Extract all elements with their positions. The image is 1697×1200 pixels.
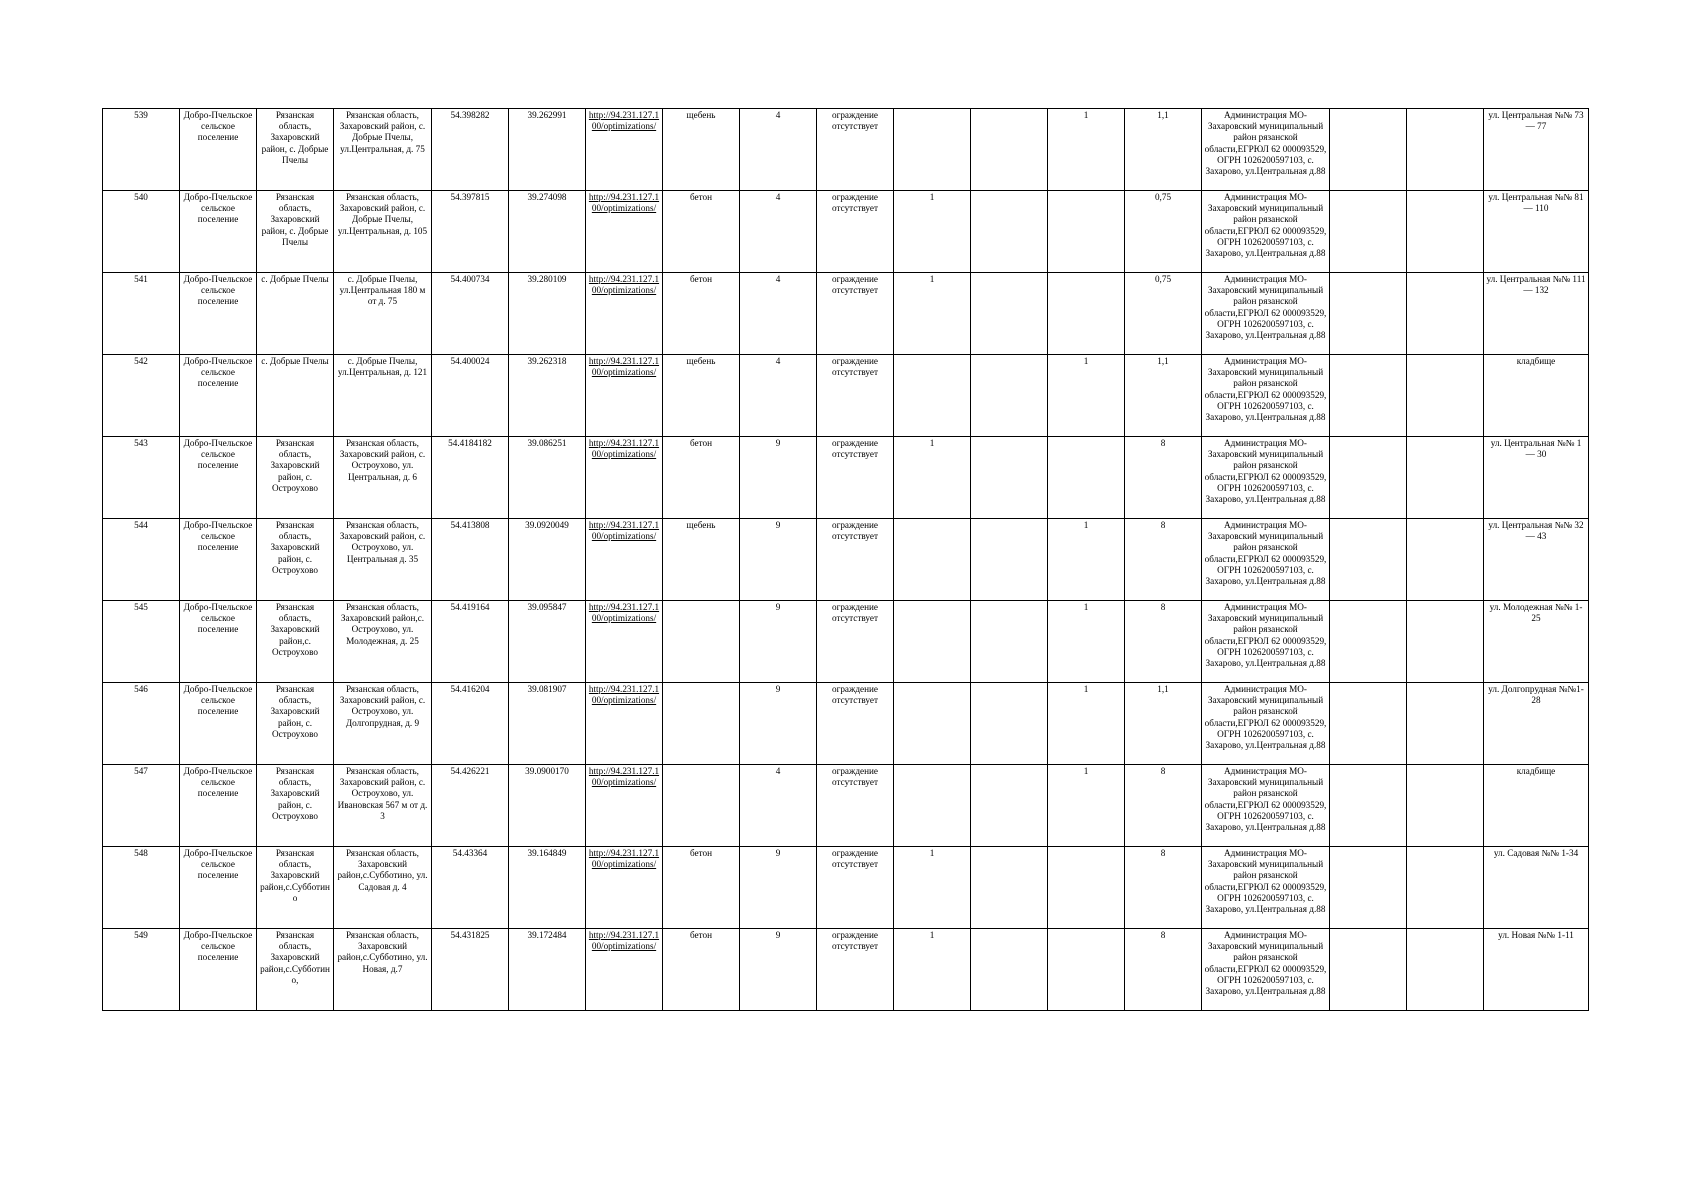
extra-col-1-cell xyxy=(1330,847,1407,929)
owner-cell: Администрация МО- Захаровский муниципальный район рязанской области,ЕГРЮЛ 62 000093529, ОГРН 1026200597103, с. Захарово, ул.Центральная д.88 xyxy=(1202,191,1330,273)
table-body xyxy=(103,109,1589,1011)
extra-col-2-cell xyxy=(1407,765,1484,847)
settlement-cell: Добро-Пчельское сельское поселение xyxy=(180,437,257,519)
waste-sources-cell: ул. Новая №№ 1-11 xyxy=(1484,929,1589,1011)
extra-col-1-cell xyxy=(1330,519,1407,601)
optimizations-link[interactable]: http://94.231.127.100/optimizations/ xyxy=(588,356,660,378)
latitude-cell: 54.413808 xyxy=(432,519,509,601)
latitude-cell: 54.416204 xyxy=(432,683,509,765)
surface-cell xyxy=(663,601,740,683)
link-cell xyxy=(586,109,663,191)
extra-col-1-cell xyxy=(1330,765,1407,847)
row-number-cell: 544 xyxy=(103,519,180,601)
address-cell: Рязанская область, Захаровский район, с. Остроухово, ул. Центральная, д. 6 xyxy=(334,437,432,519)
table-row xyxy=(103,601,1589,683)
longitude-cell: 39.262318 xyxy=(509,355,586,437)
count-col-1-cell: 1 xyxy=(894,191,971,273)
count-col-3-cell: 1 xyxy=(1048,519,1125,601)
row-number-cell: 541 xyxy=(103,273,180,355)
locality-cell: с. Добрые Пчелы xyxy=(257,355,334,437)
settlement-cell: Добро-Пчельское сельское поселение xyxy=(180,929,257,1011)
waste-sources-cell: кладбище xyxy=(1484,355,1589,437)
area-cell: 4 xyxy=(740,191,817,273)
address-cell: с. Добрые Пчелы, ул.Центральная 180 м от д. 75 xyxy=(334,273,432,355)
extra-col-2-cell xyxy=(1407,847,1484,929)
extra-col-1-cell xyxy=(1330,601,1407,683)
surface-cell: бетон xyxy=(663,929,740,1011)
volume-cell: 1,1 xyxy=(1125,683,1202,765)
area-cell: 9 xyxy=(740,601,817,683)
row-number-cell: 547 xyxy=(103,765,180,847)
address-cell: Рязанская область, Захаровский район, с. Остроухово, ул. Центральная д. 35 xyxy=(334,519,432,601)
longitude-cell: 39.164849 xyxy=(509,847,586,929)
address-cell: Рязанская область, Захаровский район,с.Субботино, ул. Новая, д.7 xyxy=(334,929,432,1011)
locality-cell: Рязанская область, Захаровский район, с. Остроухово xyxy=(257,437,334,519)
optimizations-link[interactable]: http://94.231.127.100/optimizations/ xyxy=(588,766,660,788)
extra-col-2-cell xyxy=(1407,355,1484,437)
extra-col-1-cell xyxy=(1330,191,1407,273)
fence-cell: ограждение отсутствует xyxy=(817,929,894,1011)
row-number-cell: 539 xyxy=(103,109,180,191)
count-col-2-cell xyxy=(971,683,1048,765)
extra-col-1-cell xyxy=(1330,929,1407,1011)
extra-col-2-cell xyxy=(1407,191,1484,273)
link-cell xyxy=(586,191,663,273)
count-col-2-cell xyxy=(971,847,1048,929)
fence-cell: ограждение отсутствует xyxy=(817,355,894,437)
link-cell xyxy=(586,683,663,765)
row-number-cell: 540 xyxy=(103,191,180,273)
optimizations-link[interactable]: http://94.231.127.100/optimizations/ xyxy=(588,848,660,870)
row-number-cell: 543 xyxy=(103,437,180,519)
link-cell xyxy=(586,601,663,683)
owner-cell: Администрация МО- Захаровский муниципальный район рязанской области,ЕГРЮЛ 62 000093529, ОГРН 1026200597103, с. Захарово, ул.Центральная д.88 xyxy=(1202,437,1330,519)
longitude-cell: 39.086251 xyxy=(509,437,586,519)
extra-col-2-cell xyxy=(1407,273,1484,355)
area-cell: 9 xyxy=(740,683,817,765)
extra-col-2-cell xyxy=(1407,519,1484,601)
area-cell: 9 xyxy=(740,437,817,519)
optimizations-link[interactable]: http://94.231.127.100/optimizations/ xyxy=(588,684,660,706)
settlement-cell: Добро-Пчельское сельское поселение xyxy=(180,519,257,601)
link-cell xyxy=(586,355,663,437)
volume-cell: 8 xyxy=(1125,929,1202,1011)
settlement-cell: Добро-Пчельское сельское поселение xyxy=(180,847,257,929)
count-col-3-cell: 1 xyxy=(1048,109,1125,191)
count-col-1-cell: 1 xyxy=(894,929,971,1011)
owner-cell: Администрация МО- Захаровский муниципальный район рязанской области,ЕГРЮЛ 62 000093529, ОГРН 1026200597103, с. Захарово, ул.Центральная д.88 xyxy=(1202,273,1330,355)
waste-sources-cell: ул. Центральная №№ 1 — 30 xyxy=(1484,437,1589,519)
optimizations-link[interactable]: http://94.231.127.100/optimizations/ xyxy=(588,192,660,214)
extra-col-2-cell xyxy=(1407,109,1484,191)
row-number-cell: 549 xyxy=(103,929,180,1011)
locality-cell: Рязанская область, Захаровский район, с. Добрые Пчелы xyxy=(257,109,334,191)
fence-cell: ограждение отсутствует xyxy=(817,683,894,765)
count-col-3-cell xyxy=(1048,191,1125,273)
count-col-1-cell: 1 xyxy=(894,437,971,519)
settlement-cell: Добро-Пчельское сельское поселение xyxy=(180,191,257,273)
waste-sources-cell: ул. Центральная №№ 111 — 132 xyxy=(1484,273,1589,355)
surface-cell: щебень xyxy=(663,109,740,191)
count-col-3-cell xyxy=(1048,437,1125,519)
optimizations-link[interactable]: http://94.231.127.100/optimizations/ xyxy=(588,602,660,624)
area-cell: 9 xyxy=(740,847,817,929)
table-row xyxy=(103,519,1589,601)
locality-cell: Рязанская область, Захаровский район,с. Остроухово xyxy=(257,601,334,683)
extra-col-2-cell xyxy=(1407,437,1484,519)
locality-cell: Рязанская область, Захаровский район,с.Субботино xyxy=(257,847,334,929)
longitude-cell: 39.172484 xyxy=(509,929,586,1011)
count-col-2-cell xyxy=(971,519,1048,601)
volume-cell: 8 xyxy=(1125,519,1202,601)
table-row xyxy=(103,109,1589,191)
count-col-1-cell xyxy=(894,519,971,601)
settlement-cell: Добро-Пчельское сельское поселение xyxy=(180,109,257,191)
owner-cell: Администрация МО- Захаровский муниципальный район рязанской области,ЕГРЮЛ 62 000093529, ОГРН 1026200597103, с. Захарово, ул.Центральная д.88 xyxy=(1202,355,1330,437)
longitude-cell: 39.274098 xyxy=(509,191,586,273)
address-cell: Рязанская область, Захаровский район, с. Остроухово, ул. Долгопрудная, д. 9 xyxy=(334,683,432,765)
link-cell xyxy=(586,273,663,355)
latitude-cell: 54.397815 xyxy=(432,191,509,273)
longitude-cell: 39.081907 xyxy=(509,683,586,765)
fence-cell: ограждение отсутствует xyxy=(817,273,894,355)
waste-sources-cell: ул. Молодежная №№ 1-25 xyxy=(1484,601,1589,683)
count-col-2-cell xyxy=(971,765,1048,847)
address-cell: Рязанская область, Захаровский район, с. Остроухово, ул. Ивановская 567 м от д. 3 xyxy=(334,765,432,847)
locality-cell: Рязанская область, Захаровский район,с.Субботино, xyxy=(257,929,334,1011)
owner-cell: Администрация МО- Захаровский муниципальный район рязанской области,ЕГРЮЛ 62 000093529, ОГРН 1026200597103, с. Захарово, ул.Центральная д.88 xyxy=(1202,601,1330,683)
optimizations-link[interactable]: http://94.231.127.100/optimizations/ xyxy=(588,274,660,296)
fence-cell: ограждение отсутствует xyxy=(817,437,894,519)
fence-cell: ограждение отсутствует xyxy=(817,109,894,191)
row-number-cell: 548 xyxy=(103,847,180,929)
area-cell: 4 xyxy=(740,109,817,191)
locality-cell: Рязанская область, Захаровский район, с. Остроухово xyxy=(257,765,334,847)
address-cell: Рязанская область, Захаровский район, с. Добрые Пчелы, ул.Центральная, д. 105 xyxy=(334,191,432,273)
count-col-2-cell xyxy=(971,929,1048,1011)
extra-col-1-cell xyxy=(1330,683,1407,765)
latitude-cell: 54.43364 xyxy=(432,847,509,929)
waste-sources-cell: ул. Садовая №№ 1-34 xyxy=(1484,847,1589,929)
address-cell: Рязанская область, Захаровский район, с. Добрые Пчелы, ул.Центральная, д. 75 xyxy=(334,109,432,191)
area-cell: 4 xyxy=(740,355,817,437)
volume-cell: 0,75 xyxy=(1125,191,1202,273)
surface-cell xyxy=(663,765,740,847)
optimizations-link[interactable]: http://94.231.127.100/optimizations/ xyxy=(588,110,660,132)
locality-cell: с. Добрые Пчелы xyxy=(257,273,334,355)
fence-cell: ограждение отсутствует xyxy=(817,601,894,683)
owner-cell: Администрация МО- Захаровский муниципальный район рязанской области,ЕГРЮЛ 62 000093529, ОГРН 1026200597103, с. Захарово, ул.Центральная д.88 xyxy=(1202,847,1330,929)
link-cell xyxy=(586,847,663,929)
address-cell: Рязанская область, Захаровский район,с. Остроухово, ул. Молодежная, д. 25 xyxy=(334,601,432,683)
count-col-1-cell xyxy=(894,765,971,847)
longitude-cell: 39.0920049 xyxy=(509,519,586,601)
longitude-cell: 39.095847 xyxy=(509,601,586,683)
count-col-2-cell xyxy=(971,437,1048,519)
locality-cell: Рязанская область, Захаровский район, с. Остроухово xyxy=(257,519,334,601)
table-row xyxy=(103,437,1589,519)
count-col-3-cell xyxy=(1048,929,1125,1011)
area-cell: 9 xyxy=(740,929,817,1011)
latitude-cell: 54.398282 xyxy=(432,109,509,191)
area-cell: 4 xyxy=(740,765,817,847)
volume-cell: 0,75 xyxy=(1125,273,1202,355)
extra-col-1-cell xyxy=(1330,109,1407,191)
count-col-1-cell xyxy=(894,601,971,683)
row-number-cell: 542 xyxy=(103,355,180,437)
latitude-cell: 54.4184182 xyxy=(432,437,509,519)
volume-cell: 8 xyxy=(1125,847,1202,929)
surface-cell: бетон xyxy=(663,847,740,929)
surface-cell: щебень xyxy=(663,355,740,437)
count-col-3-cell: 1 xyxy=(1048,683,1125,765)
settlement-cell: Добро-Пчельское сельское поселение xyxy=(180,765,257,847)
waste-sources-cell: ул. Центральная №№ 32 — 43 xyxy=(1484,519,1589,601)
fence-cell: ограждение отсутствует xyxy=(817,765,894,847)
address-cell: с. Добрые Пчелы, ул.Центральная, д. 121 xyxy=(334,355,432,437)
area-cell: 4 xyxy=(740,273,817,355)
locality-cell: Рязанская область, Захаровский район, с. Остроухово xyxy=(257,683,334,765)
longitude-cell: 39.280109 xyxy=(509,273,586,355)
count-col-2-cell xyxy=(971,109,1048,191)
fence-cell: ограждение отсутствует xyxy=(817,519,894,601)
extra-col-2-cell xyxy=(1407,929,1484,1011)
owner-cell: Администрация МО- Захаровский муниципальный район рязанской области,ЕГРЮЛ 62 000093529, ОГРН 1026200597103, с. Захарово, ул.Центральная д.88 xyxy=(1202,109,1330,191)
link-cell xyxy=(586,519,663,601)
table-row xyxy=(103,765,1589,847)
count-col-1-cell: 1 xyxy=(894,273,971,355)
optimizations-link[interactable]: http://94.231.127.100/optimizations/ xyxy=(588,520,660,542)
optimizations-link[interactable]: http://94.231.127.100/optimizations/ xyxy=(588,930,660,952)
count-col-3-cell xyxy=(1048,847,1125,929)
owner-cell: Администрация МО- Захаровский муниципальный район рязанской области,ЕГРЮЛ 62 000093529, ОГРН 1026200597103, с. Захарово, ул.Центральная д.88 xyxy=(1202,765,1330,847)
settlement-cell: Добро-Пчельское сельское поселение xyxy=(180,273,257,355)
latitude-cell: 54.400734 xyxy=(432,273,509,355)
longitude-cell: 39.0900170 xyxy=(509,765,586,847)
latitude-cell: 54.431825 xyxy=(432,929,509,1011)
count-col-3-cell: 1 xyxy=(1048,765,1125,847)
settlement-cell: Добро-Пчельское сельское поселение xyxy=(180,601,257,683)
surface-cell: бетон xyxy=(663,273,740,355)
link-cell xyxy=(586,765,663,847)
optimizations-link[interactable]: http://94.231.127.100/optimizations/ xyxy=(588,438,660,460)
surface-cell: щебень xyxy=(663,519,740,601)
surface-cell xyxy=(663,683,740,765)
volume-cell: 1,1 xyxy=(1125,355,1202,437)
link-cell xyxy=(586,929,663,1011)
registry-table xyxy=(102,108,1589,1011)
area-cell: 9 xyxy=(740,519,817,601)
fence-cell: ограждение отсутствует xyxy=(817,191,894,273)
count-col-1-cell xyxy=(894,355,971,437)
owner-cell: Администрация МО- Захаровский муниципальный район рязанской области,ЕГРЮЛ 62 000093529, ОГРН 1026200597103, с. Захарово, ул.Центральная д.88 xyxy=(1202,519,1330,601)
waste-sources-cell: ул. Долгопрудная №№1-28 xyxy=(1484,683,1589,765)
link-cell xyxy=(586,437,663,519)
count-col-2-cell xyxy=(971,191,1048,273)
count-col-3-cell xyxy=(1048,273,1125,355)
settlement-cell: Добро-Пчельское сельское поселение xyxy=(180,355,257,437)
extra-col-1-cell xyxy=(1330,355,1407,437)
fence-cell: ограждение отсутствует xyxy=(817,847,894,929)
count-col-3-cell: 1 xyxy=(1048,601,1125,683)
extra-col-1-cell xyxy=(1330,437,1407,519)
longitude-cell: 39.262991 xyxy=(509,109,586,191)
volume-cell: 8 xyxy=(1125,765,1202,847)
table-row xyxy=(103,847,1589,929)
settlement-cell: Добро-Пчельское сельское поселение xyxy=(180,683,257,765)
count-col-1-cell xyxy=(894,109,971,191)
table-row xyxy=(103,929,1589,1011)
count-col-1-cell: 1 xyxy=(894,847,971,929)
latitude-cell: 54.426221 xyxy=(432,765,509,847)
extra-col-1-cell xyxy=(1330,273,1407,355)
table-row xyxy=(103,191,1589,273)
count-col-2-cell xyxy=(971,355,1048,437)
surface-cell: бетон xyxy=(663,191,740,273)
table-row xyxy=(103,355,1589,437)
waste-sources-cell: ул. Центральная №№ 81 — 110 xyxy=(1484,191,1589,273)
waste-sources-cell: кладбище xyxy=(1484,765,1589,847)
latitude-cell: 54.419164 xyxy=(432,601,509,683)
extra-col-2-cell xyxy=(1407,601,1484,683)
count-col-2-cell xyxy=(971,601,1048,683)
locality-cell: Рязанская область, Захаровский район, с. Добрые Пчелы xyxy=(257,191,334,273)
volume-cell: 1,1 xyxy=(1125,109,1202,191)
table-row xyxy=(103,683,1589,765)
extra-col-2-cell xyxy=(1407,683,1484,765)
surface-cell: бетон xyxy=(663,437,740,519)
address-cell: Рязанская область, Захаровский район,с.Субботино, ул. Садовая д. 4 xyxy=(334,847,432,929)
table-row xyxy=(103,273,1589,355)
row-number-cell: 545 xyxy=(103,601,180,683)
waste-sources-cell: ул. Центральная №№ 73 — 77 xyxy=(1484,109,1589,191)
owner-cell: Администрация МО- Захаровский муниципальный район рязанской области,ЕГРЮЛ 62 000093529, ОГРН 1026200597103, с. Захарово, ул.Центральная д.88 xyxy=(1202,929,1330,1011)
volume-cell: 8 xyxy=(1125,601,1202,683)
owner-cell: Администрация МО- Захаровский муниципальный район рязанской области,ЕГРЮЛ 62 000093529, ОГРН 1026200597103, с. Захарово, ул.Центральная д.88 xyxy=(1202,683,1330,765)
row-number-cell: 546 xyxy=(103,683,180,765)
count-col-1-cell xyxy=(894,683,971,765)
volume-cell: 8 xyxy=(1125,437,1202,519)
latitude-cell: 54.400024 xyxy=(432,355,509,437)
count-col-2-cell xyxy=(971,273,1048,355)
count-col-3-cell: 1 xyxy=(1048,355,1125,437)
